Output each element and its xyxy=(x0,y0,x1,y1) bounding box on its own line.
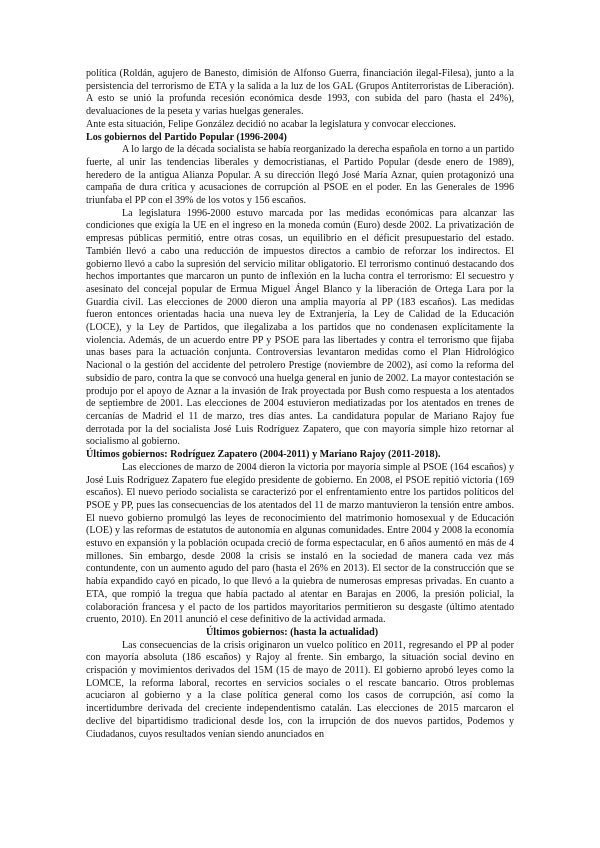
paragraph-zapatero-period: Las elecciones de marzo de 2004 dieron la victoria por mayoría simple al PSOE (164 escaños) y José Luis Rodríguez Zapatero fue elegido presidente de gobierno. En 2008, el PSOE repitió victoria (169 escaños). El nuevo periodo socialista se caracterizó por el enfrentamiento entre los partidos políticos del PSOE y PP, pues las consecuencias de los atentados del 11 de marzo mantuvieron la tensión entre ambos. El nuevo gobierno promulgó las leyes de reconocimiento del matrimonio homosexual y de Educación (LOE) y las reformas de estatutos de autonomía en algunas comunidades. Entre 2004 y 2008 la economía estuvo en expansión y la población ocupada creció de forma espectacular, en 6 años aumentó en más de 4 millones. Sin embargo, desde 2008 la crisis se instaló en la sociedad de manera cada vez más contundente, con un aumento agudo del paro (hasta el 26% en 2013). El sector de la construcción que se había expandido cayó en picado, lo que llevó a la quiebra de numerosas empresas privadas. En cuanto a ETA, que rompió la tregua que había pactado al atentar en Barajas en 2006, la presión policial, la colaboración francesa y el pacto de los partidos mayoritarios permitieron su desgaste (último atentado cruento, 2010). En 2011 anunció el cese definitivo de la actividad armada. xyxy=(86,461,514,626)
heading-zapatero-rajoy: Últimos gobiernos: Rodríguez Zapatero (2004-2011) y Mariano Rajoy (2011-2018). xyxy=(86,449,441,461)
paragraph-pp-rise: A lo largo de la década socialista se había reorganizado la derecha española en torno a un partido fuerte, al unir las tendencias liberales y democristianas, el Partido Popular (desde enero de 1989), heredero de la antigua Alianza Popular. A su dirección llegó José María Aznar, quien protagonizó una campaña de dura crítica y acusaciones de corrupción al PSOE en el poder. En las Generales de 1996 triunfaba el PP con el 39% de los votos y 156 escaños. xyxy=(86,144,514,207)
paragraph-pp-legislature: La legislatura 1996-2000 estuvo marcada por las medidas económicas para alcanzar las condiciones que exigía la UE en el ingreso en la moneda común (Euro) desde 2002. La privatización de empresas públicas permitió, entre otras cosas, un equilibrio en el déficit presupuestario del estado. También llevó a cabo una reducción de impuestos directos a cambio de reforzar los indirectos. El gobierno llevó a cabo la supresión del servicio militar obligatorio. El terrorismo continuó destacando dos hechos importantes que marcaron un punto de inflexión en la lucha contra el terrorismo: El secuestro y asesinato del concejal popular de Ermua Miguel Ángel Blanco y la liberación de Ortega Lara por la Guardia civil. Las elecciones de 2000 dieron una amplia mayoría al PP (183 escaños). Las medidas fueron entonces orientadas hacia una nueva ley de Extranjería, la Ley de Calidad de la Educación (LOCE), y la Ley de Partidos, que ilegalizaba a los partidos que no condenasen explícitamente la violencia. Además, de un acuerdo entre PP y PSOE para las libertades y contra el terrorismo que fijaba unas bases para la actuación conjunta. Controversias levantaron medidas como el Plan Hidrológico Nacional o la gestión del accidente del petrolero Prestige (noviembre de 2002), así como la reforma del subsidio de paro, contra la que se convocó una huelga general en junio de 2002. La mayor contestación se produjo por el apoyo de Aznar a la invasión de Irak proyectada por Bush como respuesta a los atentados de septiembre de 2001. Las elecciones de 2004 estuvieron mediatizadas por los atentados en trenes de cercanías de Madrid el 11 de marzo, tres días antes. La candidatura popular de Mariano Rajoy fue derrotada por la del socialista José Luis Rodríguez Zapatero, que con mayoría simple hizo retornar al socialismo al gobierno. xyxy=(86,207,514,448)
heading-pp-governments: Los gobiernos del Partido Popular (1996-2004) xyxy=(86,131,287,143)
heading-recent-governments: Últimos gobiernos: (hasta la actualidad) xyxy=(206,626,379,638)
paragraph-corruption-context: política (Roldán, agujero de Banesto, dimisión de Alfonso Guerra, financiación ilegal-Filesa), junto a la persistencia del terrorismo de ETA y la salida a la luz de los GAL (Grupos Antiterroristas de Liberación). A esto se unió la profunda recesión económica desde 1993, con subida del paro (hasta el 24%), devaluaciones de la peseta y varias huelgas generales. xyxy=(86,68,514,118)
paragraph-recent-crisis: Las consecuencias de la crisis originaron un vuelco político en 2011, regresando el PP al poder con mayoría absoluta (186 escaños) y Rajoy al frente. Sin embargo, la situación social devino en crispación y movimientos derivados del 15M (15 de mayo de 2011). El gobierno aprobó leyes como la LOMCE, la reforma laboral, recortes en servicios sociales o el rescate bancario. Otros problemas acuciaron al gobierno y a la clase política general como los casos de corrupción, así como la incertidumbre derivada del creciente independentismo catalán. Las elecciones de 2015 marcaron el declive del bipartidismo tradicional desde los, con la irrupción de dos nuevos partidos, Podemos y Ciudadanos, cuyos resultados venían siendo anunciados en xyxy=(86,639,514,740)
paragraph-gonzalez-decision: Ante esta situación, Felipe González decidió no acabar la legislatura y convocar elecciones. xyxy=(86,118,456,130)
document-page xyxy=(86,68,514,741)
